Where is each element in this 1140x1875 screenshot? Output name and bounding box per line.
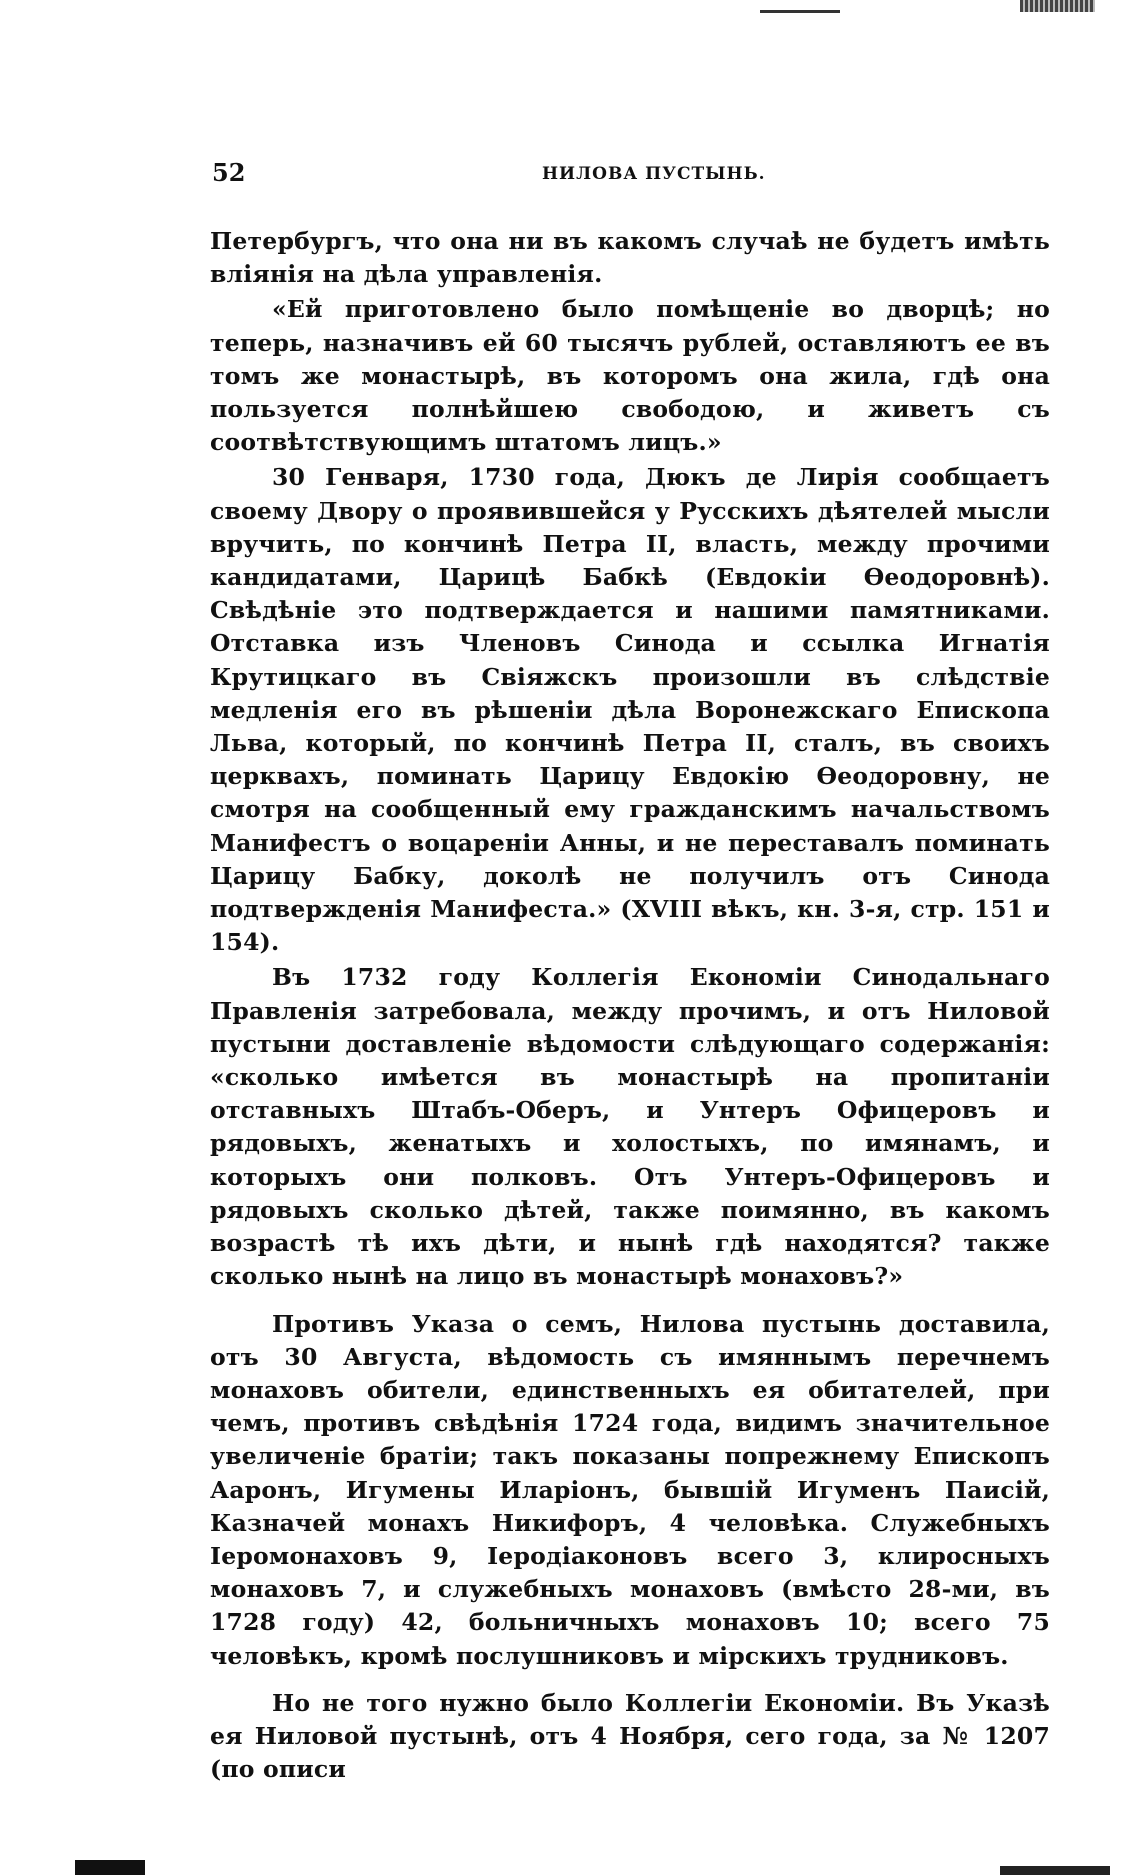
page-header [212,158,1050,188]
paragraph-5: Противъ Указа о семъ, Нилова пустынь доставила, отъ 30 Августа, вѣдомость съ имяннымъ перечнемъ монаховъ обители, единственныхъ ея обитателей, при чемъ, противъ свѣдѣнія 1724 года, видимъ значительное увеличеніе братіи; такъ показаны попрежнему Епископъ Ааронъ, Игумены Иларіонъ, бывшій Игуменъ Паисій, Казначей монахъ Никифоръ, 4 человѣка. Служебныхъ Іеромонаховъ 9, Іеродіаконовъ всего 3, клиросныхъ монаховъ 7, и служебныхъ монаховъ (вмѣсто 28-ми, въ 1728 году) 42, больничныхъ монаховъ 10; всего 75 человѣкъ, кромѣ послушниковъ и мірскихъ трудниковъ. [210,1309,1050,1670]
paragraph-6: Но не того нужно было Коллегіи Економіи. Въ Указѣ ея Ниловой пустынѣ, отъ 4 Ноября, сего года, за № 1207 (по описи [210,1688,1050,1784]
paragraph-3: 30 Генваря, 1730 года, Дюкъ де Лирія сообщаетъ своему Двору о проявившейся у Русскихъ дѣятелей мысли вручить, по кончинѣ Петра II, власть, между прочими кандидатами, Царицѣ Бабкѣ (Евдокіи Ѳеодоровнѣ). Свѣдѣніе это подтверждается и нашими памятниками. Отставка изъ Членовъ Синода и ссылка Игнатія Крутицкаго въ Свіяжскъ произошли въ слѣдствіе медленія его въ рѣшеніи дѣла Воронежскаго Епископа Льва, который, по кончинѣ Петра II, сталъ, въ своихъ церквахъ, поминать Царицу Евдокію Ѳеодоровну, не смотря на сообщенный ему гражданскимъ начальствомъ Манифестъ о воцареніи Анны, и не переставалъ поминать Царицу Бабку, доколѣ не получилъ отъ Синода подтвержденія Манифеста.» (XVIII вѣкъ, кн. 3-я, стр. 151 и 154). [210,463,1050,957]
scan-artifact-bottom-left [75,1860,145,1875]
paragraph-4: Въ 1732 году Коллегія Економіи Синодальнаго Правленія затребовала, между прочимъ, и отъ Ниловой пустыни доставленіе вѣдомости слѣдующаго содержанія: «сколько имѣется въ монастырѣ на пропитаніи отставныхъ Штабъ-Оберъ, и Унтеръ Офицеровъ и рядовыхъ, женатыхъ и холостыхъ, по имянамъ, и которыхъ они полковъ. Отъ Унтеръ-Офицеровъ и рядовыхъ сколько дѣтей, также поимянно, въ какомъ возрастѣ тѣ ихъ дѣти, и нынѣ гдѣ находятся? также сколько нынѣ на лицо въ монастырѣ монаховъ?» [210,963,1050,1291]
paragraph-2: «Ей приготовлено было помѣщеніе во дворцѣ; но теперь, назначивъ ей 60 тысячъ рублей, оставляютъ ее въ томъ же монастырѣ, въ которомъ она жила, гдѣ она пользуется полнѣйшею свободою, и живетъ съ соотвѣтствующимъ штатомъ лицъ.» [210,295,1050,457]
page-body [210,225,1050,1786]
page-number: 52 [212,158,246,187]
paragraph-1: Петербургъ, что она ни въ какомъ случаѣ не будетъ имѣть вліянія на дѣла управленія. [210,227,1050,289]
scan-artifact-top-right [1020,0,1095,12]
scan-artifact-bottom-right [1000,1866,1110,1875]
running-title: НИЛОВА ПУСТЫНЬ. [542,164,766,184]
scan-artifact-top [760,10,840,13]
